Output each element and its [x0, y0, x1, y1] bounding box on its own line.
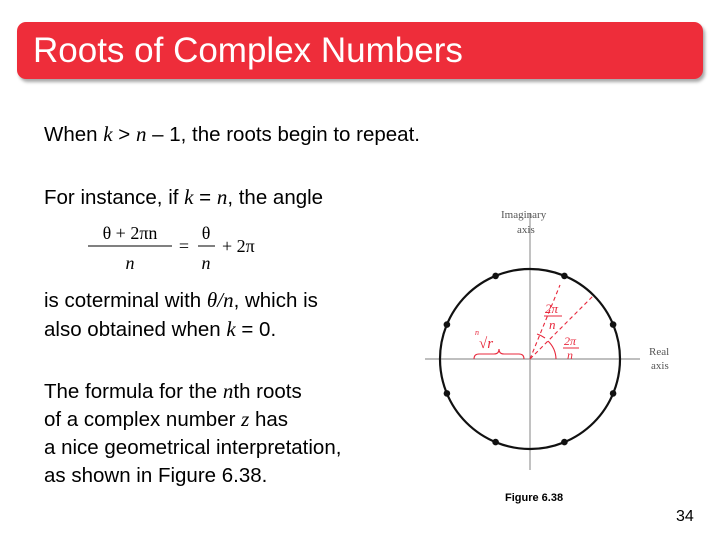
var-k: k — [226, 317, 236, 341]
formula-lhs-numerator: θ + 2πn — [102, 223, 158, 243]
paragraph-2-line-2-pre: of a complex number — [44, 408, 242, 431]
roots-figure — [425, 198, 695, 488]
text-line-1-post: – 1, the roots begin to repeat. — [146, 123, 420, 146]
page-number: 34 — [676, 508, 694, 525]
formula-lhs-denominator: n — [125, 253, 135, 273]
text-line-2 — [44, 183, 323, 212]
angle-bottom-denominator: n — [567, 348, 573, 362]
radius-line-top — [530, 285, 560, 359]
radius-root: √r — [479, 336, 494, 352]
root-point — [561, 273, 568, 280]
text-line-3 — [44, 286, 318, 315]
root-point — [444, 321, 451, 328]
text-line-4-post: = 0. — [235, 318, 277, 341]
text-line-4-pre: also obtained when — [44, 318, 227, 341]
formula-plus-term: + 2π — [222, 236, 255, 256]
paragraph-2-line-4: as shown in Figure 6.38. — [44, 464, 268, 487]
theta-over-n: θ/n — [206, 288, 234, 312]
text-line-4 — [44, 315, 276, 344]
text-line-1 — [44, 120, 420, 149]
var-n: n — [135, 122, 147, 146]
var-n: n — [216, 185, 228, 209]
var-z: z — [241, 407, 250, 431]
imaginary-axis-label-2: axis — [517, 224, 535, 236]
paragraph-2-line-2-post: has — [249, 408, 289, 431]
text-line-3-pre: is coterminal with — [44, 289, 207, 312]
text-line-3-post: , which is — [233, 289, 318, 312]
var-k: k — [103, 122, 113, 146]
figure-caption: Figure 6.38 — [505, 492, 564, 504]
angle-formula — [88, 222, 278, 274]
root-point — [444, 390, 451, 397]
root-point — [561, 439, 568, 446]
radius-index: n — [475, 328, 479, 337]
real-axis-label-2: axis — [651, 360, 669, 372]
paragraph-2-line-1-pre: The formula for the — [44, 380, 223, 403]
root-point — [610, 390, 617, 397]
text-line-1-gt: > — [112, 123, 136, 146]
paragraph-2-line-1-post: th roots — [233, 380, 302, 403]
radius-line-45 — [530, 295, 594, 359]
paragraph-2-line-3: a nice geometrical interpretation, — [44, 436, 342, 459]
angle-top-numerator: 2π — [545, 301, 559, 316]
angle-bottom-numerator: 2π — [564, 334, 577, 348]
imaginary-axis-label-1: Imaginary — [501, 209, 547, 221]
root-point — [610, 321, 617, 328]
real-axis-label-1: Real — [649, 346, 670, 358]
text-line-2-pre: For instance, if — [44, 186, 185, 209]
text-line-1-pre: When — [44, 123, 104, 146]
formula-equals: = — [178, 236, 190, 256]
formula-rhs-denominator: n — [201, 253, 211, 273]
root-point — [492, 439, 499, 446]
formula-rhs-numerator: θ — [201, 223, 211, 243]
paragraph-2-line-2 — [44, 405, 288, 434]
var-n: n — [222, 379, 234, 403]
angle-top-denominator: n — [549, 317, 556, 332]
slide-title: Roots of Complex Numbers — [33, 31, 463, 70]
var-k: k — [184, 185, 194, 209]
paragraph-2-line-1 — [44, 377, 302, 406]
text-line-2-post: , the angle — [227, 186, 324, 209]
text-line-2-eq: = — [193, 186, 217, 209]
title-bar — [17, 22, 703, 79]
figure-labels — [475, 301, 579, 362]
root-point — [492, 273, 499, 280]
angle-arc-bottom — [548, 341, 556, 359]
